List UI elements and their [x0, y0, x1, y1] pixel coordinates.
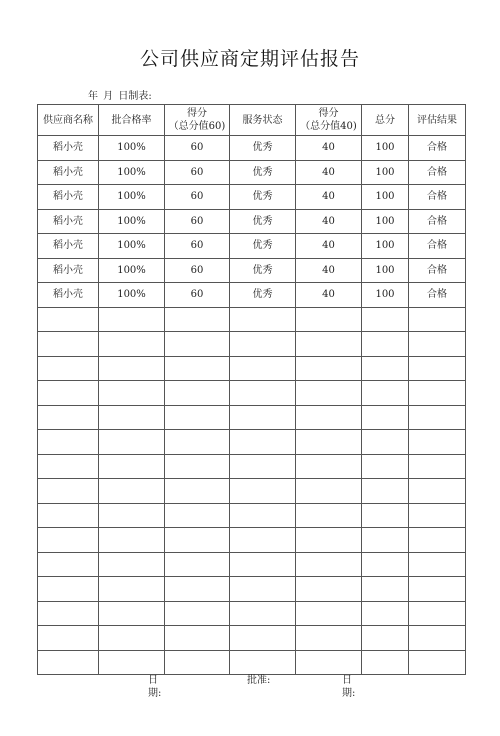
empty-table-row: [38, 307, 466, 332]
empty-cell: [409, 405, 466, 430]
empty-cell: [409, 479, 466, 504]
empty-cell: [99, 626, 165, 651]
cell-score-60: 60: [165, 160, 230, 185]
empty-cell: [38, 479, 99, 504]
cell-score-40: 40: [296, 283, 362, 308]
cell-supplier-name: 稻小壳: [38, 234, 99, 259]
cell-supplier-name: 稻小壳: [38, 283, 99, 308]
empty-cell: [165, 479, 230, 504]
empty-cell: [409, 332, 466, 357]
empty-cell: [99, 528, 165, 553]
empty-cell: [38, 405, 99, 430]
empty-cell: [99, 454, 165, 479]
cell-evaluation-result: 合格: [409, 283, 466, 308]
empty-cell: [362, 430, 409, 455]
cell-evaluation-result: 合格: [409, 234, 466, 259]
empty-table-row: [38, 503, 466, 528]
cell-service-status: 优秀: [230, 185, 296, 210]
empty-cell: [38, 430, 99, 455]
empty-cell: [230, 601, 296, 626]
empty-cell: [362, 479, 409, 504]
cell-evaluation-result: 合格: [409, 136, 466, 161]
empty-cell: [38, 577, 99, 602]
cell-total-score: 100: [362, 160, 409, 185]
cell-pass-rate: 100%: [99, 258, 165, 283]
empty-table-row: [38, 479, 466, 504]
cell-supplier-name: 稻小壳: [38, 160, 99, 185]
cell-service-status: 优秀: [230, 283, 296, 308]
cell-score-40: 40: [296, 160, 362, 185]
header-evaluation-result: 评估结果: [409, 105, 466, 136]
empty-cell: [296, 479, 362, 504]
table-row: [38, 209, 466, 234]
cell-supplier-name: 稻小壳: [38, 136, 99, 161]
empty-cell: [38, 650, 99, 675]
empty-cell: [230, 577, 296, 602]
empty-cell: [296, 626, 362, 651]
cell-score-40: 40: [296, 209, 362, 234]
cell-service-status: 优秀: [230, 258, 296, 283]
empty-cell: [409, 454, 466, 479]
empty-cell: [99, 405, 165, 430]
empty-cell: [296, 528, 362, 553]
cell-score-60: 60: [165, 136, 230, 161]
cell-evaluation-result: 合格: [409, 258, 466, 283]
empty-table-row: [38, 577, 466, 602]
empty-cell: [362, 577, 409, 602]
empty-table-row: [38, 454, 466, 479]
empty-cell: [38, 503, 99, 528]
empty-cell: [165, 332, 230, 357]
empty-cell: [165, 307, 230, 332]
empty-table-row: [38, 430, 466, 455]
empty-cell: [362, 454, 409, 479]
empty-cell: [230, 454, 296, 479]
empty-cell: [99, 381, 165, 406]
cell-pass-rate: 100%: [99, 136, 165, 161]
cell-total-score: 100: [362, 136, 409, 161]
table-row: [38, 136, 466, 161]
empty-table-row: [38, 626, 466, 651]
table-row: [38, 283, 466, 308]
header-pass-rate: 批合格率: [99, 105, 165, 136]
empty-cell: [99, 577, 165, 602]
footer-date-label-1-bottom: 期:: [148, 688, 162, 699]
footer-approve-label: 批准:: [247, 675, 271, 686]
empty-cell: [99, 356, 165, 381]
empty-cell: [409, 650, 466, 675]
empty-cell: [230, 381, 296, 406]
empty-cell: [99, 503, 165, 528]
empty-table-row: [38, 528, 466, 553]
empty-cell: [296, 650, 362, 675]
evaluation-table: [37, 104, 466, 675]
cell-total-score: 100: [362, 185, 409, 210]
cell-supplier-name: 稻小壳: [38, 258, 99, 283]
cell-total-score: 100: [362, 234, 409, 259]
cell-pass-rate: 100%: [99, 209, 165, 234]
empty-cell: [38, 626, 99, 651]
cell-service-status: 优秀: [230, 160, 296, 185]
empty-cell: [296, 307, 362, 332]
empty-cell: [165, 626, 230, 651]
empty-cell: [296, 577, 362, 602]
header-supplier-name: 供应商名称: [38, 105, 99, 136]
cell-pass-rate: 100%: [99, 160, 165, 185]
cell-service-status: 优秀: [230, 209, 296, 234]
cell-service-status: 优秀: [230, 136, 296, 161]
empty-cell: [165, 650, 230, 675]
footer-date-label-1-top: 日: [148, 675, 158, 686]
footer-date-label-2-top: 日: [342, 675, 352, 686]
empty-table-row: [38, 381, 466, 406]
cell-pass-rate: 100%: [99, 185, 165, 210]
header-score-60: 得分 （总分值60): [165, 105, 230, 136]
cell-total-score: 100: [362, 209, 409, 234]
table-row: [38, 258, 466, 283]
empty-cell: [362, 626, 409, 651]
cell-score-40: 40: [296, 234, 362, 259]
empty-cell: [38, 454, 99, 479]
empty-cell: [409, 528, 466, 553]
empty-cell: [362, 601, 409, 626]
empty-cell: [38, 356, 99, 381]
empty-cell: [38, 528, 99, 553]
cell-score-60: 60: [165, 234, 230, 259]
report-title: 公司供应商定期评估报告: [139, 48, 360, 70]
empty-cell: [296, 454, 362, 479]
empty-cell: [230, 405, 296, 430]
table-row: [38, 160, 466, 185]
empty-cell: [99, 552, 165, 577]
empty-cell: [362, 307, 409, 332]
empty-cell: [409, 577, 466, 602]
empty-table-row: [38, 356, 466, 381]
empty-cell: [230, 479, 296, 504]
cell-total-score: 100: [362, 283, 409, 308]
empty-cell: [230, 626, 296, 651]
empty-cell: [362, 356, 409, 381]
cell-score-60: 60: [165, 209, 230, 234]
empty-cell: [99, 650, 165, 675]
empty-cell: [362, 381, 409, 406]
table-row: [38, 234, 466, 259]
empty-cell: [296, 503, 362, 528]
cell-evaluation-result: 合格: [409, 160, 466, 185]
empty-cell: [230, 356, 296, 381]
empty-table-row: [38, 332, 466, 357]
table-row: [38, 185, 466, 210]
empty-cell: [165, 405, 230, 430]
cell-score-40: 40: [296, 136, 362, 161]
cell-score-60: 60: [165, 283, 230, 308]
empty-cell: [296, 356, 362, 381]
empty-cell: [296, 552, 362, 577]
empty-cell: [362, 552, 409, 577]
cell-service-status: 优秀: [230, 234, 296, 259]
empty-cell: [165, 430, 230, 455]
header-score-40: 得分 （总分值40): [296, 105, 362, 136]
cell-supplier-name: 稻小壳: [38, 209, 99, 234]
cell-score-40: 40: [296, 185, 362, 210]
empty-cell: [362, 528, 409, 553]
empty-cell: [38, 332, 99, 357]
empty-cell: [99, 332, 165, 357]
cell-score-60: 60: [165, 185, 230, 210]
empty-cell: [409, 430, 466, 455]
empty-cell: [38, 552, 99, 577]
empty-cell: [230, 552, 296, 577]
empty-cell: [38, 307, 99, 332]
empty-cell: [362, 503, 409, 528]
empty-cell: [409, 601, 466, 626]
empty-table-row: [38, 650, 466, 675]
empty-cell: [296, 430, 362, 455]
empty-cell: [296, 381, 362, 406]
empty-cell: [165, 601, 230, 626]
cell-evaluation-result: 合格: [409, 209, 466, 234]
cell-supplier-name: 稻小壳: [38, 185, 99, 210]
cell-pass-rate: 100%: [99, 234, 165, 259]
empty-cell: [99, 307, 165, 332]
empty-table-row: [38, 405, 466, 430]
empty-cell: [38, 601, 99, 626]
empty-cell: [165, 356, 230, 381]
empty-cell: [165, 577, 230, 602]
empty-cell: [409, 381, 466, 406]
empty-cell: [409, 552, 466, 577]
empty-cell: [362, 332, 409, 357]
empty-cell: [230, 430, 296, 455]
header-total-score: 总分: [362, 105, 409, 136]
empty-cell: [99, 479, 165, 504]
empty-cell: [296, 601, 362, 626]
empty-table-row: [38, 552, 466, 577]
empty-cell: [230, 503, 296, 528]
empty-cell: [296, 405, 362, 430]
empty-cell: [409, 307, 466, 332]
empty-cell: [230, 307, 296, 332]
cell-score-60: 60: [165, 258, 230, 283]
header-service-status: 服务状态: [230, 105, 296, 136]
empty-cell: [165, 503, 230, 528]
header-row: [38, 105, 466, 136]
empty-cell: [230, 650, 296, 675]
cell-score-40: 40: [296, 258, 362, 283]
empty-cell: [230, 332, 296, 357]
cell-evaluation-result: 合格: [409, 185, 466, 210]
empty-cell: [362, 405, 409, 430]
empty-cell: [165, 528, 230, 553]
empty-cell: [165, 454, 230, 479]
cell-total-score: 100: [362, 258, 409, 283]
empty-cell: [409, 503, 466, 528]
empty-cell: [99, 601, 165, 626]
empty-cell: [409, 626, 466, 651]
empty-cell: [409, 356, 466, 381]
prepared-date-line: 年 月 日制表:: [88, 91, 152, 102]
empty-cell: [165, 381, 230, 406]
empty-cell: [165, 552, 230, 577]
footer-date-label-2-bottom: 期:: [342, 688, 356, 699]
empty-cell: [99, 430, 165, 455]
empty-cell: [296, 332, 362, 357]
empty-cell: [362, 650, 409, 675]
empty-cell: [230, 528, 296, 553]
empty-table-row: [38, 601, 466, 626]
cell-pass-rate: 100%: [99, 283, 165, 308]
empty-cell: [38, 381, 99, 406]
